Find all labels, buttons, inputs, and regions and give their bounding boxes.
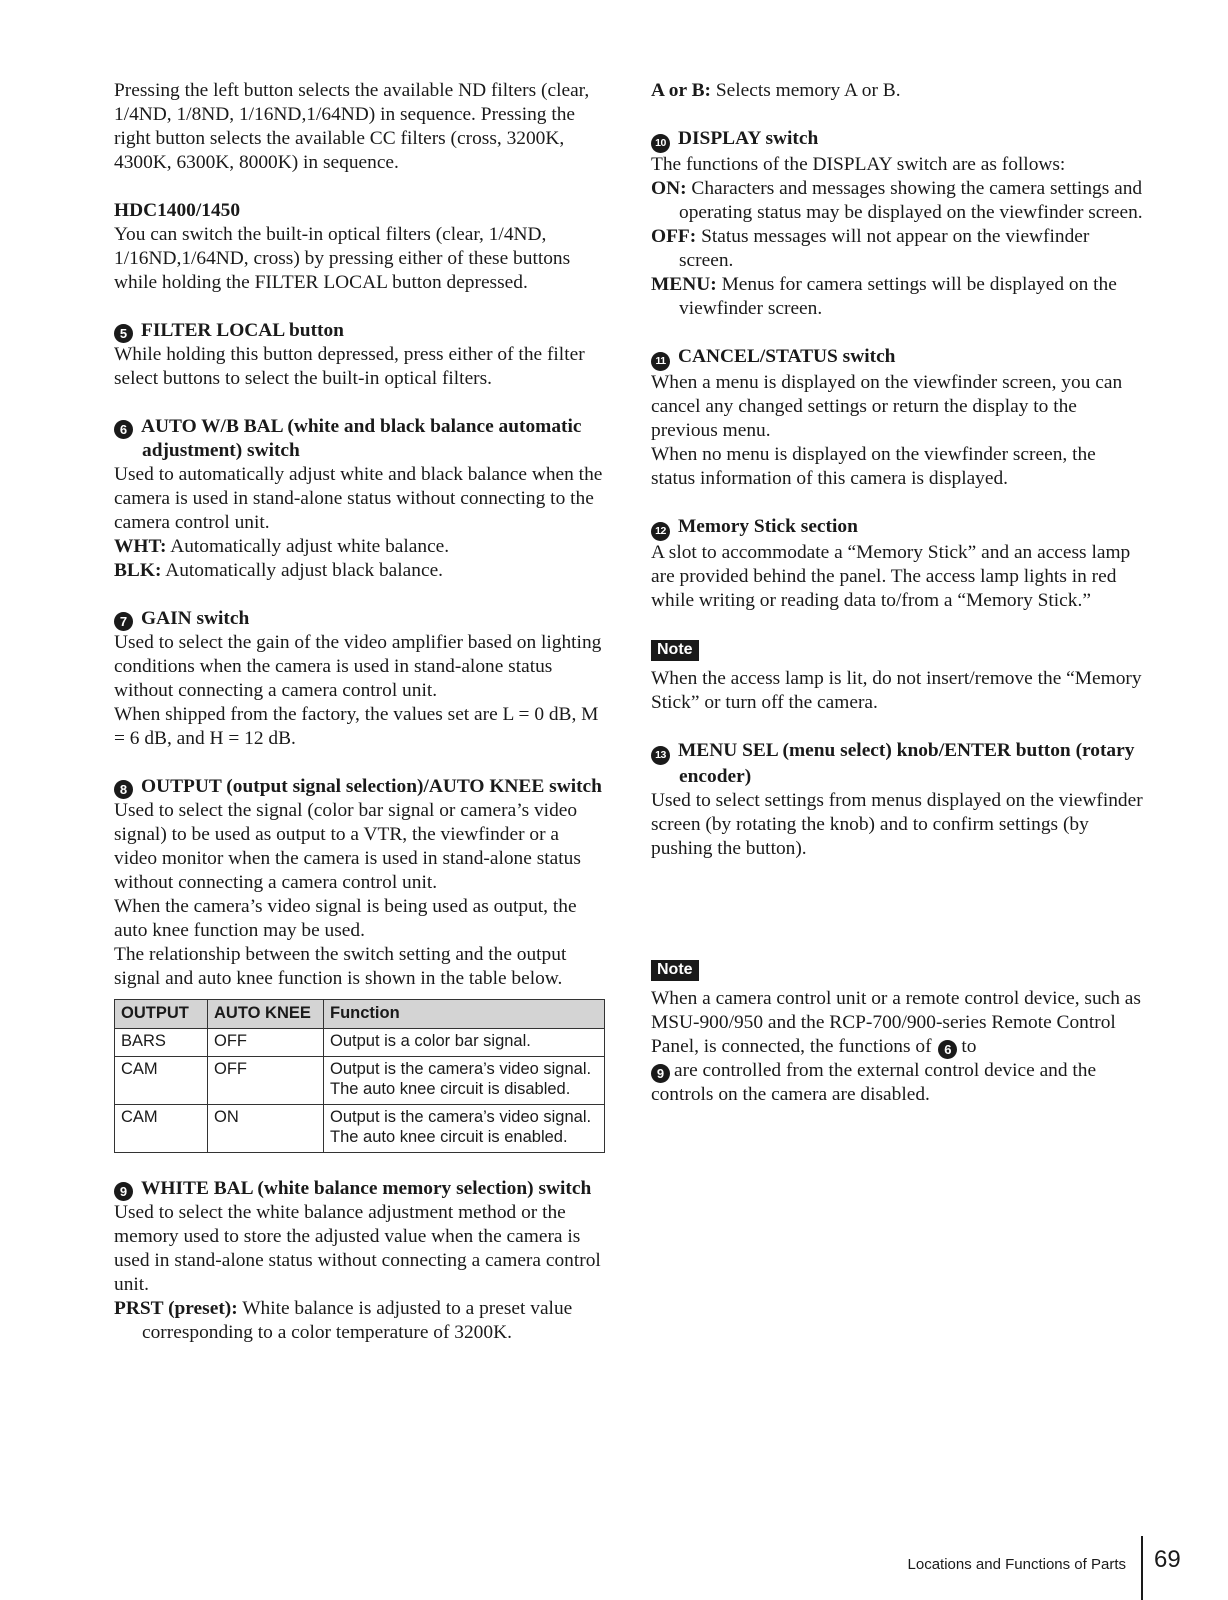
left-column	[114, 79, 604, 1345]
item-number-icon: 7	[114, 612, 133, 631]
section-6-text: Used to automatically adjust white and black balance when the camera is used in stand-alone status without connecting to the camera control unit.	[114, 464, 603, 533]
section-8-heading: 8 OUTPUT (output signal selection)/AUTO KNEE switch	[114, 775, 604, 799]
section-9	[114, 1177, 604, 1345]
blk-definition: BLK: Automatically adjust black balance.	[114, 560, 444, 581]
hdc-section	[114, 199, 604, 295]
section-13-text: Used to select settings from menus displayed on the viewfinder screen (by rotating the knob) and to confirm settings (by pushing the button).	[651, 790, 1143, 859]
section-11-heading: 11 CANCEL/STATUS switch	[651, 345, 1143, 371]
page-footer	[0, 1536, 1228, 1596]
table-cell: Output is the camera’s video signal. The auto knee circuit is disabled.	[324, 1057, 605, 1105]
section-8-text-2: When the camera’s video signal is being used as output, the auto knee function may be used.	[114, 896, 577, 941]
section-13-heading: 13 MENU SEL (menu select) knob/ENTER button (rotary encoder)	[651, 739, 1143, 789]
table-row	[115, 1105, 605, 1153]
table-cell: ON	[208, 1105, 324, 1153]
on-definition: ON: Characters and messages showing the camera settings and operating status may be displayed on the viewfinder screen.	[651, 178, 1143, 223]
table-cell: Output is the camera’s video signal. The auto knee circuit is enabled.	[324, 1105, 605, 1153]
page-number: 69	[1154, 1546, 1181, 1573]
off-definition: OFF: Status messages will not appear on the viewfinder screen.	[651, 226, 1090, 271]
prst-definition: PRST (preset): White balance is adjusted to a preset value corresponding to a color temperature of 3200K.	[114, 1298, 573, 1343]
section-5-text: While holding this button depressed, press either of the filter select buttons to select the built-in optical filters.	[114, 344, 585, 389]
section-13	[651, 739, 1143, 861]
section-12-heading: 12 Memory Stick section	[651, 515, 1143, 541]
table-cell: OFF	[208, 1057, 324, 1105]
footer-divider	[1141, 1536, 1143, 1600]
note-2	[651, 957, 1143, 1107]
section-10	[651, 127, 1143, 321]
section-6	[114, 415, 604, 583]
table-header-row	[115, 1000, 605, 1029]
note-1	[651, 637, 1143, 715]
ab-definition: A or B: Selects memory A or B.	[651, 80, 901, 101]
section-8-text-3: The relationship between the switch setting and the output signal and auto knee function is shown in the table below.	[114, 944, 567, 989]
table-cell: CAM	[115, 1057, 208, 1105]
note-badge: Note	[651, 960, 699, 981]
section-5-heading: 5 FILTER LOCAL button	[114, 319, 604, 343]
note-2-text: When a camera control unit or a remote control device, such as MSU-900/950 and the RCP-700/900-series Remote Control Panel, is connected, the functions of 6 to 9 are controlled from the external control device and the controls on the camera are disabled.	[651, 988, 1141, 1105]
section-10-heading: 10 DISPLAY switch	[651, 127, 1143, 153]
section-11-text: When a menu is displayed on the viewfinder screen, you can cancel any changed settings or return the display to the previous menu.	[651, 372, 1123, 441]
item-number-icon: 10	[651, 134, 670, 153]
item-number-icon: 9	[651, 1064, 670, 1083]
item-number-icon: 11	[651, 352, 670, 371]
table-row	[115, 1028, 605, 1057]
wht-definition: WHT: Automatically adjust white balance.	[114, 536, 450, 557]
menu-definition: MENU: Menus for camera settings will be displayed on the viewfinder screen.	[651, 274, 1117, 319]
item-number-icon: 13	[651, 746, 670, 765]
hdc-text: You can switch the built-in optical filters (clear, 1/4ND, 1/16ND,1/64ND, cross) by pressing either of these buttons while holding the FILTER LOCAL button depressed.	[114, 224, 571, 293]
table-cell: OFF	[208, 1028, 324, 1057]
item-number-icon: 6	[114, 420, 133, 439]
item-number-icon: 6	[938, 1040, 957, 1059]
hdc-heading: HDC1400/1450	[114, 200, 241, 221]
table-cell: CAM	[115, 1105, 208, 1153]
section-12-text: A slot to accommodate a “Memory Stick” and an access lamp are provided behind the panel. The access lamp lights in red while writing or reading data to/from a “Memory Stick.”	[651, 542, 1131, 611]
table-row	[115, 1057, 605, 1105]
table-cell: Output is a color bar signal.	[324, 1028, 605, 1057]
section-7-text-2: When shipped from the factory, the values set are L = 0 dB, M = 6 dB, and H = 12 dB.	[114, 704, 599, 749]
section-11	[651, 345, 1143, 491]
footer-section-title: Locations and Functions of Parts	[907, 1556, 1126, 1573]
section-7	[114, 607, 604, 751]
intro-paragraph: Pressing the left button selects the available ND filters (clear, 1/4ND, 1/8ND, 1/16ND,1/64ND) in sequence. Pressing the right button selects the available CC filters (cross, 3200K, 4300K, 6300K, 8000K) in sequence.	[114, 80, 590, 173]
note-badge: Note	[651, 640, 699, 661]
section-10-text: The functions of the DISPLAY switch are as follows:	[651, 154, 1066, 175]
table-cell: BARS	[115, 1028, 208, 1057]
item-number-icon: 9	[114, 1182, 133, 1201]
section-5	[114, 319, 604, 391]
note-1-text: When the access lamp is lit, do not insert/remove the “Memory Stick” or turn off the camera.	[651, 668, 1142, 713]
section-7-heading: 7 GAIN switch	[114, 607, 604, 631]
section-6-heading: 6 AUTO W/B BAL (white and black balance automatic adjustment) switch	[114, 415, 604, 463]
item-number-icon: 8	[114, 780, 133, 799]
output-table	[114, 999, 605, 1153]
section-8	[114, 775, 604, 991]
right-column	[651, 79, 1143, 1107]
section-9-heading: 9 WHITE BAL (white balance memory selection) switch	[114, 1177, 604, 1201]
table-header: AUTO KNEE	[208, 1000, 324, 1029]
item-number-icon: 12	[651, 522, 670, 541]
section-11-text-2: When no menu is displayed on the viewfinder screen, the status information of this camera is displayed.	[651, 444, 1096, 489]
table-header: Function	[324, 1000, 605, 1029]
section-12	[651, 515, 1143, 613]
item-number-icon: 5	[114, 324, 133, 343]
table-header: OUTPUT	[115, 1000, 208, 1029]
section-7-text: Used to select the gain of the video amplifier based on lighting conditions when the camera is used in stand-alone status without connecting a camera control unit.	[114, 632, 602, 701]
section-9-text: Used to select the white balance adjustment method or the memory used to store the adjusted value when the camera is used in stand-alone status without connecting a camera control unit.	[114, 1202, 601, 1295]
section-8-text: Used to select the signal (color bar signal or camera’s video signal) to be used as output to a VTR, the viewfinder or a video monitor when the camera is used in stand-alone status without connecting a camera control unit.	[114, 800, 581, 893]
